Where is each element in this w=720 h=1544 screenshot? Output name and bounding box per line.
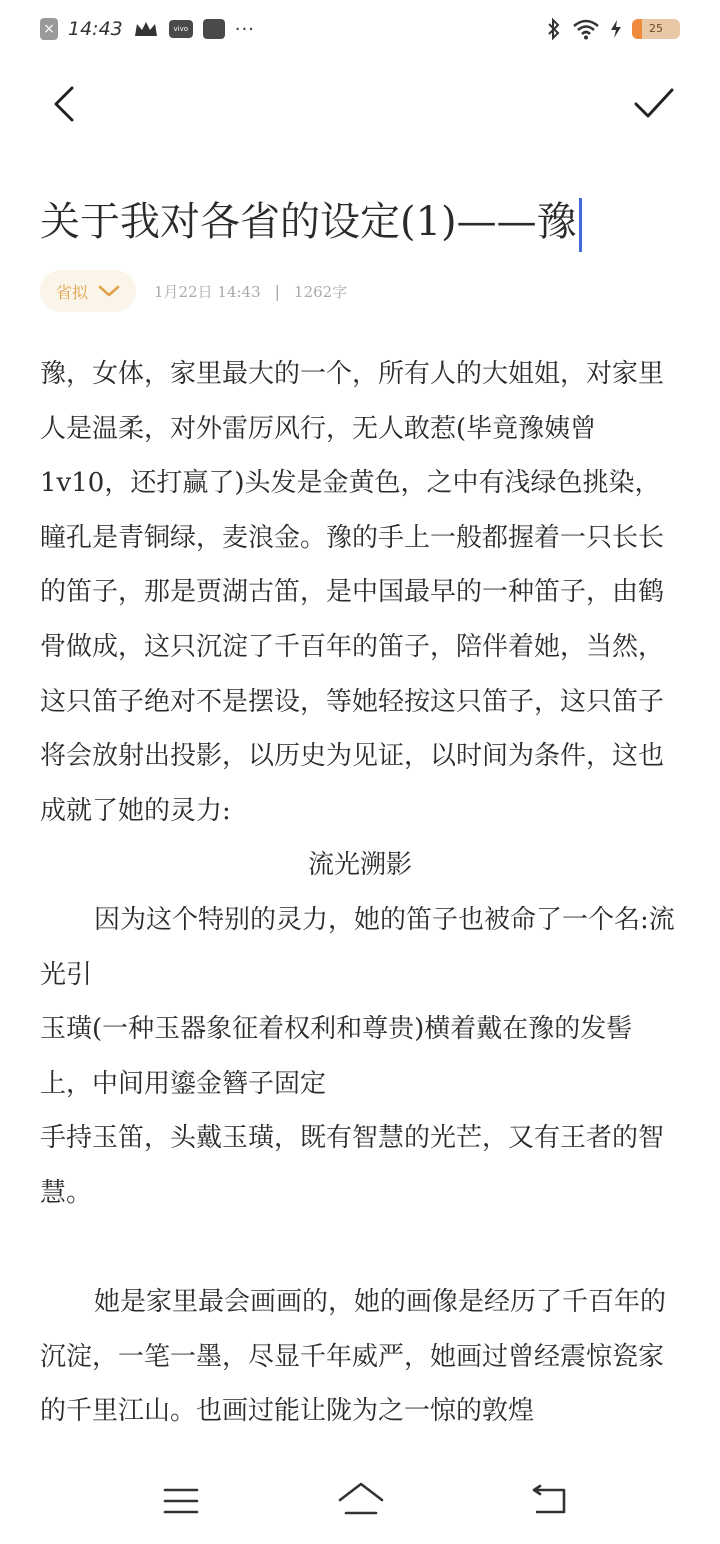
bluetooth-icon (546, 18, 562, 40)
wifi-icon (572, 18, 600, 40)
note-title[interactable] (40, 192, 680, 252)
system-navigation-bar (0, 1470, 720, 1534)
return-icon (530, 1484, 570, 1518)
folder-label: 省拟 (56, 282, 89, 302)
note-date: 1月22日 14:43 (154, 282, 261, 301)
paragraph: 她是家里最会画画的，她的画像是经历了千百年的沉淀，一笔一墨，尽显千年威严，她画过曾经震惊瓷家的千里江山。也画过能让陇为之一惊的敦煌 (40, 1287, 667, 1427)
recent-apps-button[interactable] (162, 1484, 200, 1518)
battery-icon: 25 (632, 19, 680, 39)
blank-line (40, 1221, 680, 1276)
note-body[interactable] (40, 347, 680, 1439)
menu-icon (162, 1484, 200, 1518)
paragraph: 玉璜(一种玉器象征着权利和尊贵)横着戴在豫的发髻上，中间用鎏金簪子固定 (40, 1014, 633, 1099)
back-button[interactable] (46, 84, 86, 124)
paragraph: 豫，女体，家里最大的一个，所有人的大姐姐，对家里人是温柔，对外雷厉风行，无人敢惹(毕竟豫姨曾1v10，还打赢了)头发是金黄色，之中有浅绿色挑染，瞳孔是青铜绿，麦浪金。豫的手上一般都握着一只长长的笛子，那是贾湖古笛，是中国最早的一种笛子，由鹤骨做成，这只沉淀了千百年的笛子，陪伴着她，当然，这只笛子绝对不是摆设，等她轻按这只笛子，这只笛子将会放射出投影，以历史为见证，以时间为条件，这也成就了她的灵力: (40, 359, 665, 826)
status-bar (0, 0, 720, 58)
check-icon (632, 84, 676, 124)
paragraph: 手持玉笛，头戴玉璜，既有智慧的光芒，又有王者的智慧。 (40, 1123, 665, 1208)
word-count: 1262字 (294, 282, 348, 301)
more-notifications-icon: ··· (234, 18, 255, 40)
chevron-down-icon (98, 284, 120, 298)
folder-selector[interactable] (40, 270, 136, 312)
paragraph: 因为这个特别的灵力，她的笛子也被命了一个名:流光引 (40, 904, 675, 990)
wallet-icon (203, 19, 225, 39)
home-button[interactable] (336, 1480, 386, 1520)
system-back-button[interactable] (530, 1484, 570, 1518)
crown-icon (133, 19, 159, 39)
chevron-left-icon (46, 84, 86, 124)
meta-separator: | (274, 281, 281, 301)
text-cursor (579, 198, 582, 252)
done-button[interactable] (632, 84, 676, 124)
note-title-text: 关于我对各省的设定(1)——豫 (40, 199, 577, 245)
home-icon (336, 1480, 386, 1520)
paragraph-centered: 流光溯影 (307, 850, 412, 881)
status-time: 14:43 (68, 18, 123, 40)
notification-close-icon: × (40, 18, 58, 40)
charging-icon (610, 19, 622, 39)
note-meta (40, 270, 347, 312)
vivo-icon: vivo (169, 20, 193, 38)
